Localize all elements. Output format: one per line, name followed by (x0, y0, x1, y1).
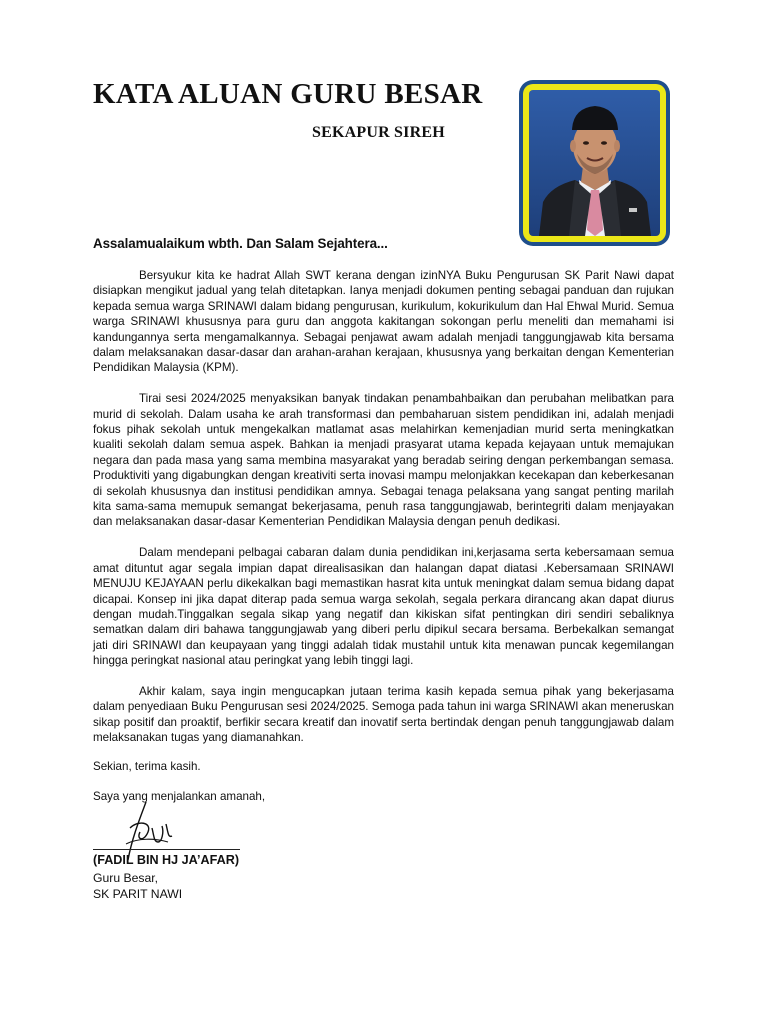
closing-thanks: Sekian, terima kasih. (93, 760, 201, 773)
signer-name: (FADIL BIN HJ JA’AFAR) (93, 853, 240, 867)
paragraph: Akhir kalam, saya ingin mengucapkan jutaan terima kasih kepada semua pihak yang bekerjasama dalam penyediaan Buku Pengurusan sesi 2024/2025. Semoga pada tahun ini warga SRINAWI akan meneruskan sikap positif dan proaktif, berfikir secara kreatif dan inovatif serta bertindak dengan penuh tanggungjawab dalam melaksanakan tugas yang diamanahkan. (93, 684, 674, 745)
page-title: KATA ALUAN GURU BESAR (93, 78, 483, 110)
signer-position: Guru Besar, (93, 871, 159, 885)
signature-line (93, 849, 240, 850)
signer-school: SK PARIT NAWI (93, 887, 183, 901)
headmaster-photo-border (523, 84, 666, 242)
headmaster-photo-frame (519, 80, 670, 246)
page-subtitle: SEKAPUR SIREH (312, 124, 445, 141)
closing-trust: Saya yang menjalankan amanah, (93, 790, 266, 803)
paragraph: Tirai sesi 2024/2025 menyaksikan banyak tindakan penambahbaikan dan perubahan melibatkan para murid di sekolah. Dalam usaha ke arah transformasi dan pembaharuan sistem pendidikan ini, adalah menjadi fokus pihak sekolah untuk mengekalkan matlamat asas melahirkan kemenjadian murid serta meningkatkan kualiti sekolah dalam semua aspek. Bahkan ia menjadi prasyarat utama kepada kejayaan untuk memajukan negara dan pada masa yang sama membina masyarakat yang beradab seiring dengan perkembangan semasa. Produktiviti yang digabungkan dengan kreativiti serta inovasi mampu melonjakkan kecekapan dan keberkesanan di sekolah khususnya dan institusi pendidikan amnya. Sebagai tenaga pelaksana yang sangat penting marilah kita sama-sama memupuk semangat bekerjasama, penuh rasa tanggungjawab, berintegriti dalam menjayakan dan melaksanakan dasar-dasar Kementerian Pendidikan Malaysia dengan penuh dedikasi. (93, 392, 674, 529)
paragraph: Dalam mendepani pelbagai cabaran dalam dunia pendidikan ini,kerjasama serta kebersamaan semua amat dituntut agar segala impian dapat direalisasikan dan halangan dapat diatasi .Kebersamaan SRINAWI MENUJU KEJAYAAN perlu dikekalkan bagi memastikan hasrat kita untuk meningkat dalam semua bidang dapat dicapai. Konsep ini jika dapat diterap pada semua warga sekolah, segala perkara dirancang akan dapat diurus dengan mudah.Tinggalkan segala sikap yang negatif dan kikiskan sifat pentingkan diri sendiri sebaliknya sematkan dalam diri bahawa tanggungjawab yang diberi perlu dipikul secara bersama. Berbekalkan semangat jati diri SRINAWI dan keupayaan yang tinggi adalah tidak mustahil untuk kita menawan puncak kegemilangan hingga peringkat nasional atau peringkat yang lebih tinggi lagi. (93, 546, 674, 668)
speech-body (93, 268, 674, 761)
greeting: Assalamualaikum wbth. Dan Salam Sejahtera... (93, 236, 388, 251)
paragraph: Bersyukur kita ke hadrat Allah SWT kerana dengan izinNYA Buku Pengurusan SK Parit Nawi dapat disiapkan mengikut jadual yang telah ditetapkan. Ianya menjadi dokumen penting sebagai panduan dan rujukan kepada semua warga SRINAWI dalam bidang pengurusan, kurikulum, kokurikulum dan Hal Ehwal Murid. Semua warga SRINAWI khususnya para guru dan anggota kakitangan sokongan perlu meneliti dan memahami isi kandungannya serta mengamalkannya. Sebagai penjawat awam adalah menjadi tanggungjawab kita bersama dalam melaksanakan dasar-dasar dan arahan-arahan kerajaan, khususnya yang berkaitan dengan Kementerian Pendidikan Malaysia (KPM). (93, 269, 674, 375)
headmaster-portrait-icon (529, 90, 660, 236)
